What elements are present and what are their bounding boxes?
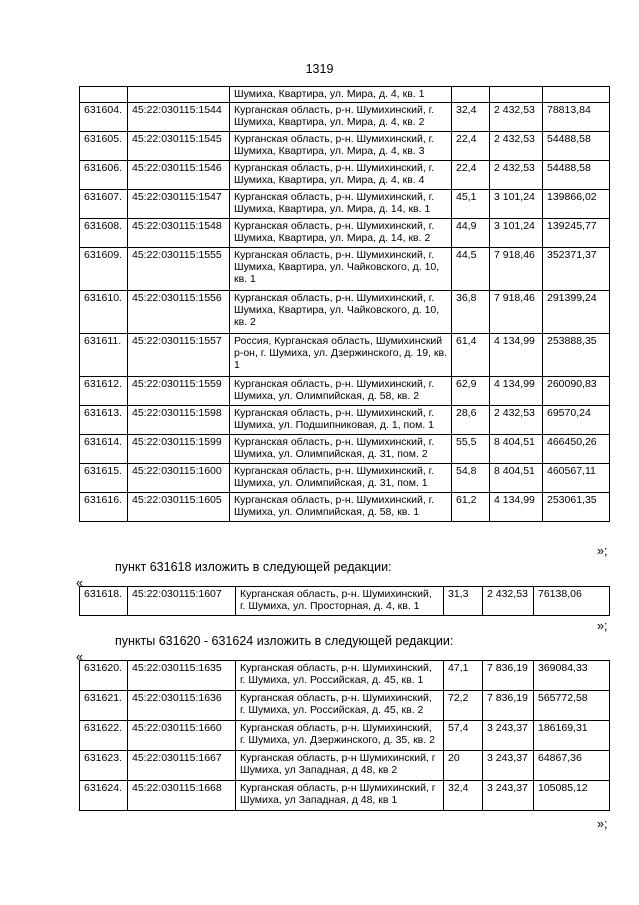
cell-area: 62,9: [452, 377, 490, 406]
open-quote-mark: «: [76, 650, 83, 664]
cell-rate: 7 836,19: [483, 691, 534, 721]
cell-value: 369084,33: [534, 661, 610, 691]
cell-address: Курганская область, р-н. Шумихинский, г. Шумиха, Квартира, ул. Мира, д. 4, кв. 4: [230, 161, 452, 190]
cell-value: 253061,35: [543, 493, 610, 522]
cell-cadastral: 45:22:030115:1548: [128, 219, 230, 248]
cell-cadastral: 45:22:030115:1607: [128, 587, 236, 616]
cell-rate: 7 918,46: [490, 291, 543, 334]
end-quote-mark: »;: [597, 619, 608, 633]
cell-rate: 2 432,53: [483, 587, 534, 616]
cell-num: 631615.: [80, 464, 128, 493]
cell-area: 22,4: [452, 161, 490, 190]
cell-address: Курганская область, р-н. Шумихинский, г. Шумиха, ул. Российская, д. 45, кв. 1: [236, 661, 444, 691]
table-row: [80, 435, 610, 464]
cell-address: Курганская область, р-н Шумихинский, г Шумиха, ул Западная, д 48, кв 2: [236, 751, 444, 781]
table-row: [80, 464, 610, 493]
cell-value: 565772,58: [534, 691, 610, 721]
cell-value: 186169,31: [534, 721, 610, 751]
cell-value: 260090,83: [543, 377, 610, 406]
cell-rate: 2 432,53: [490, 161, 543, 190]
table-row: [80, 406, 610, 435]
end-quote-mark: »;: [597, 544, 608, 558]
table-row: [80, 248, 610, 291]
cell-value: 253888,35: [543, 334, 610, 377]
cell-num: 631611.: [80, 334, 128, 377]
open-quote-mark: «: [76, 576, 83, 590]
table-row: [80, 751, 610, 781]
cell-num: 631604.: [80, 103, 128, 132]
cell-cadastral: 45:22:030115:1636: [128, 691, 236, 721]
cell-cadastral: 45:22:030115:1660: [128, 721, 236, 751]
cell-cadastral: 45:22:030115:1556: [128, 291, 230, 334]
cell-address: Курганская область, р-н. Шумихинский, г. Шумиха, Квартира, ул. Чайковского, д. 10, кв. 2: [230, 291, 452, 334]
table-row: [80, 103, 610, 132]
table-row: [80, 190, 610, 219]
table-row: [80, 493, 610, 522]
table-row-continuation: [80, 87, 610, 103]
cell-rate: 2 432,53: [490, 406, 543, 435]
cell-num: 631605.: [80, 132, 128, 161]
table-row: [80, 219, 610, 248]
cell-cadastral: 45:22:030115:1546: [128, 161, 230, 190]
cell-area: 20: [444, 751, 483, 781]
cell-area: 61,4: [452, 334, 490, 377]
cell-cadastral: 45:22:030115:1559: [128, 377, 230, 406]
cell-address: Курганская область, р-н. Шумихинский, г. Шумиха, ул. Российская, д. 45, кв. 2: [236, 691, 444, 721]
cell-num: 631624.: [80, 781, 128, 811]
end-quote-mark: »;: [597, 817, 608, 831]
cell-address: Курганская область, р-н. Шумихинский, г. Шумиха, Квартира, ул. Мира, д. 4, кв. 3: [230, 132, 452, 161]
cell-value: 76138,06: [534, 587, 610, 616]
cell-value: 64867,36: [534, 751, 610, 781]
cell-num: 631606.: [80, 161, 128, 190]
cell-cadastral: 45:22:030115:1635: [128, 661, 236, 691]
cell-num: 631613.: [80, 406, 128, 435]
cell-area: 44,5: [452, 248, 490, 291]
cell-rate: [490, 87, 543, 103]
cell-value: 139866,02: [543, 190, 610, 219]
paragraph-631618: пункт 631618 изложить в следующей редакции:: [115, 560, 392, 574]
cell-address: Курганская область, р-н. Шумихинский, г. Шумиха, Квартира, ул. Чайковского, д. 10, кв. 1: [230, 248, 452, 291]
cell-value: 54488,58: [543, 132, 610, 161]
cell-num: 631622.: [80, 721, 128, 751]
cell-rate: 2 432,53: [490, 103, 543, 132]
table-row: [80, 721, 610, 751]
cell-area: 61,2: [452, 493, 490, 522]
cell-address: Россия, Курганская область, Шумихинский р-он, г. Шумиха, ул. Дзержинского, д. 19, кв. 1: [230, 334, 452, 377]
cell-num: 631610.: [80, 291, 128, 334]
cell-rate: 8 404,51: [490, 435, 543, 464]
cell-cadastral: 45:22:030115:1547: [128, 190, 230, 219]
cell-value: 78813,84: [543, 103, 610, 132]
page-number: 1319: [305, 62, 334, 76]
cell-address: Шумиха, Квартира, ул. Мира, д. 4, кв. 1: [230, 87, 452, 103]
cell-num: 631616.: [80, 493, 128, 522]
table-row: [80, 661, 610, 691]
cell-rate: 8 404,51: [490, 464, 543, 493]
cell-area: 72,2: [444, 691, 483, 721]
cell-cadastral: 45:22:030115:1668: [128, 781, 236, 811]
cell-cadastral: 45:22:030115:1544: [128, 103, 230, 132]
cell-rate: 4 134,99: [490, 493, 543, 522]
cell-address: Курганская область, р-н. Шумихинский, г. Шумиха, ул. Дзержинского, д. 35, кв. 2: [236, 721, 444, 751]
cell-address: Курганская область, р-н. Шумихинский, г. Шумиха, Квартира, ул. Мира, д. 14, кв. 1: [230, 190, 452, 219]
cell-area: 54,8: [452, 464, 490, 493]
table-row: [80, 377, 610, 406]
cell-rate: 4 134,99: [490, 334, 543, 377]
cell-rate: 4 134,99: [490, 377, 543, 406]
cell-num: 631618.: [80, 587, 128, 616]
cell-address: Курганская область, р-н. Шумихинский, г. Шумиха, ул. Олимпийская, д. 58, кв. 1: [230, 493, 452, 522]
cell-area: 36,8: [452, 291, 490, 334]
cell-cadastral: 45:22:030115:1599: [128, 435, 230, 464]
registry-table-3: [79, 660, 610, 811]
cell-rate: 3 243,37: [483, 781, 534, 811]
cell-rate: 7 918,46: [490, 248, 543, 291]
cell-address: Курганская область, р-н. Шумихинский, г. Шумиха, ул. Олимпийская, д. 31, пом. 1: [230, 464, 452, 493]
cell-num: 631614.: [80, 435, 128, 464]
cell-area: 47,1: [444, 661, 483, 691]
cell-cadastral: 45:22:030115:1555: [128, 248, 230, 291]
cell-num: 631608.: [80, 219, 128, 248]
table-row: [80, 691, 610, 721]
cell-num: 631621.: [80, 691, 128, 721]
cell-area: 55,5: [452, 435, 490, 464]
cell-address: Курганская область, р-н. Шумихинский, г. Шумиха, ул. Олимпийская, д. 58, кв. 2: [230, 377, 452, 406]
cell-rate: 3 101,24: [490, 219, 543, 248]
cell-address: Курганская область, р-н. Шумихинский, г. Шумиха, Квартира, ул. Мира, д. 4, кв. 2: [230, 103, 452, 132]
cell-value: 54488,58: [543, 161, 610, 190]
cell-cadastral: [128, 87, 230, 103]
paragraph-631620-631624: пункты 631620 - 631624 изложить в следующей редакции:: [115, 634, 454, 648]
cell-area: 31,3: [444, 587, 483, 616]
cell-area: 45,1: [452, 190, 490, 219]
registry-table-2: [79, 586, 610, 616]
registry-table-1: [79, 86, 610, 522]
cell-area: 28,6: [452, 406, 490, 435]
cell-cadastral: 45:22:030115:1598: [128, 406, 230, 435]
cell-value: 105085,12: [534, 781, 610, 811]
table-row: [80, 781, 610, 811]
cell-rate: 7 836,19: [483, 661, 534, 691]
cell-cadastral: 45:22:030115:1667: [128, 751, 236, 781]
cell-area: 44,9: [452, 219, 490, 248]
cell-value: 352371,37: [543, 248, 610, 291]
cell-num: 631612.: [80, 377, 128, 406]
cell-area: 32,4: [444, 781, 483, 811]
cell-num: 631620.: [80, 661, 128, 691]
cell-value: [543, 87, 610, 103]
cell-cadastral: 45:22:030115:1557: [128, 334, 230, 377]
cell-area: 32,4: [452, 103, 490, 132]
cell-value: 291399,24: [543, 291, 610, 334]
cell-rate: 2 432,53: [490, 132, 543, 161]
cell-rate: 3 243,37: [483, 721, 534, 751]
cell-address: Курганская область, р-н Шумихинский, г Шумиха, ул Западная, д 48, кв 1: [236, 781, 444, 811]
cell-address: Курганская область, р-н. Шумихинский, г. Шумиха, ул. Олимпийская, д. 31, пом. 2: [230, 435, 452, 464]
cell-value: 466450,26: [543, 435, 610, 464]
cell-cadastral: 45:22:030115:1600: [128, 464, 230, 493]
cell-cadastral: 45:22:030115:1545: [128, 132, 230, 161]
cell-num: 631609.: [80, 248, 128, 291]
table-row: [80, 132, 610, 161]
cell-area: [452, 87, 490, 103]
cell-value: 460567,11: [543, 464, 610, 493]
cell-area: 57,4: [444, 721, 483, 751]
table-row: [80, 334, 610, 377]
cell-area: 22,4: [452, 132, 490, 161]
table-row: [80, 587, 610, 616]
cell-address: Курганская область, р-н. Шумихинский, г. Шумиха, ул. Просторная, д. 4, кв. 1: [236, 587, 444, 616]
cell-num: [80, 87, 128, 103]
cell-value: 69570,24: [543, 406, 610, 435]
table-row: [80, 161, 610, 190]
cell-rate: 3 101,24: [490, 190, 543, 219]
cell-value: 139245,77: [543, 219, 610, 248]
table-row: [80, 291, 610, 334]
cell-cadastral: 45:22:030115:1605: [128, 493, 230, 522]
cell-num: 631623.: [80, 751, 128, 781]
cell-rate: 3 243,37: [483, 751, 534, 781]
cell-address: Курганская область, р-н. Шумихинский, г. Шумиха, Квартира, ул. Мира, д. 14, кв. 2: [230, 219, 452, 248]
cell-num: 631607.: [80, 190, 128, 219]
cell-address: Курганская область, р-н. Шумихинский, г. Шумиха, ул. Подшипниковая, д. 1, пом. 1: [230, 406, 452, 435]
